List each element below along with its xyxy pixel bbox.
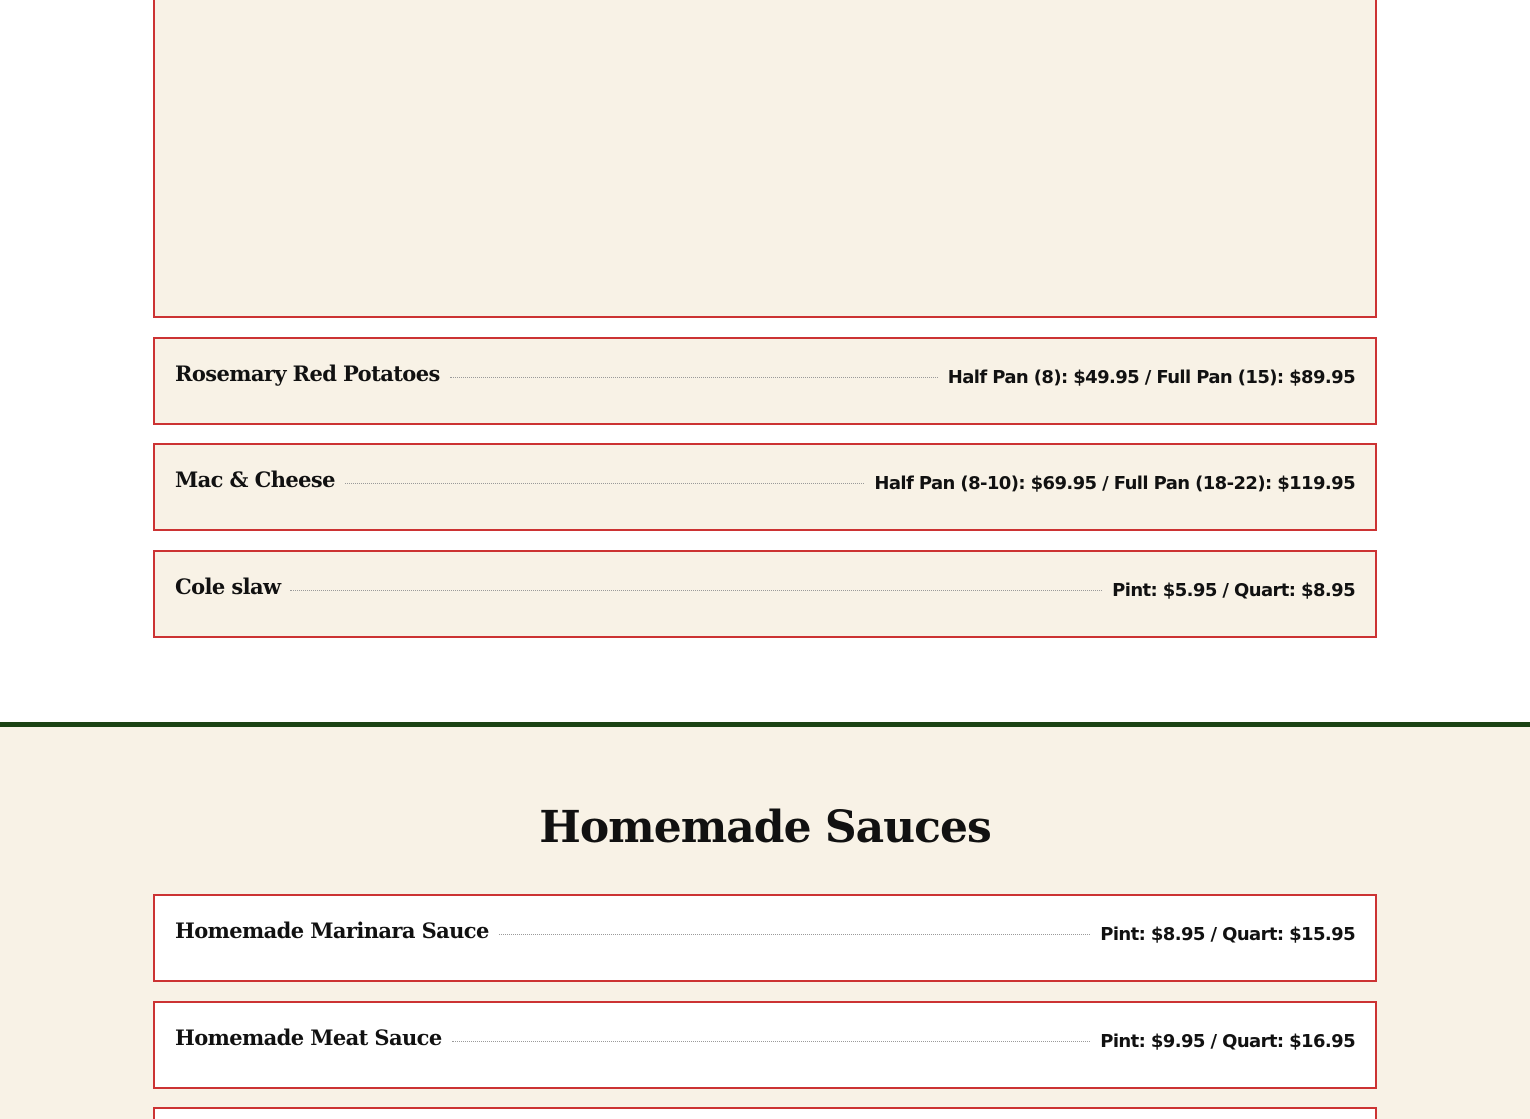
menu-item-price: Half Pan (8): $49.95 / Full Pan (15): $89.95	[947, 367, 1355, 388]
section-title: Homemade Sauces	[539, 802, 991, 853]
menu-item-row	[175, 570, 1355, 604]
dotted-leader	[499, 934, 1090, 935]
menu-item-name: Rosemary Red Potatoes	[175, 361, 440, 386]
menu-item-name: Homemade Marinara Sauce	[175, 918, 489, 943]
dotted-leader	[290, 590, 1102, 591]
menu-item-price: Pint: $9.95 / Quart: $16.95	[1100, 1031, 1355, 1052]
menu-item-name: Mac & Cheese	[175, 467, 335, 492]
menu-item-card	[153, 550, 1377, 638]
menu-item-card	[153, 894, 1377, 982]
menu-item-row	[175, 914, 1355, 948]
menu-item-card	[153, 1001, 1377, 1089]
menu-item-row	[175, 1021, 1355, 1055]
menu-item-name: Cole slaw	[175, 574, 281, 599]
menu-item-price: Half Pan (8-10): $69.95 / Full Pan (18-22): $119.95	[874, 473, 1355, 494]
menu-item-price: Pint: $8.95 / Quart: $15.95	[1100, 924, 1355, 945]
menu-item-name: Homemade Meat Sauce	[175, 1025, 442, 1050]
menu-item-price: Pint: $5.95 / Quart: $8.95	[1112, 580, 1355, 601]
menu-item-row	[175, 463, 1355, 497]
menu-item-card	[153, 443, 1377, 531]
dotted-leader	[345, 483, 865, 484]
sauces-section	[0, 727, 1530, 1119]
dotted-leader	[452, 1041, 1091, 1042]
menu-item-card	[153, 337, 1377, 425]
menu-item-row	[175, 357, 1355, 391]
menu-image-card	[153, 0, 1377, 318]
menu-item-card	[153, 1107, 1377, 1119]
dotted-leader	[450, 377, 938, 378]
